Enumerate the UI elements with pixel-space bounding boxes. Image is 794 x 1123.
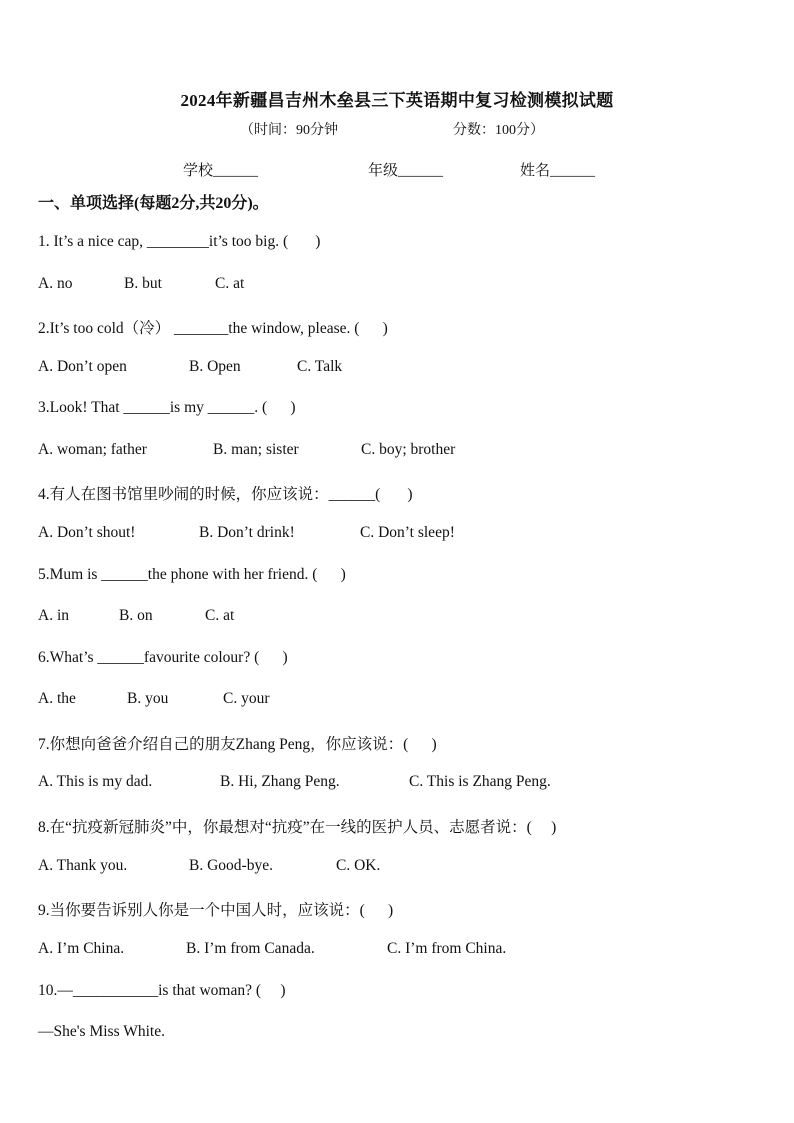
option-c: C. at — [215, 275, 245, 292]
question-options — [38, 857, 380, 875]
grade-field: 年级______ — [368, 163, 444, 179]
question-options — [38, 940, 506, 958]
question-options — [38, 275, 244, 293]
option-a: A. Thank you. — [38, 857, 128, 874]
question-stem: 6.What’s ______favourite colour? ( ) — [38, 649, 288, 666]
exam-score: 分数：100分） — [453, 123, 544, 138]
question-options — [38, 358, 342, 376]
option-c: C. Talk — [297, 358, 343, 375]
option-a: A. the — [38, 690, 76, 707]
question-options — [38, 773, 551, 791]
option-a: A. woman; father — [38, 441, 147, 458]
option-b: B. Open — [189, 358, 241, 375]
question-stem: 7.你想向爸爸介绍自己的朋友Zhang Peng，你应该说：( ) — [38, 736, 437, 753]
name-field: 姓名______ — [520, 163, 596, 179]
option-b: B. man; sister — [213, 441, 299, 458]
option-c: C. boy; brother — [361, 441, 456, 458]
option-b: B. you — [127, 690, 169, 707]
question-options — [38, 607, 234, 625]
exam-time: （时间：90分钟 — [240, 123, 338, 138]
option-b: B. I’m from Canada. — [186, 940, 315, 957]
option-a: A. no — [38, 275, 73, 292]
option-a: A. Don’t shout! — [38, 524, 136, 541]
option-a: A. in — [38, 607, 69, 624]
answer-line: —She's Miss White. — [38, 1023, 165, 1040]
question-stem: 5.Mum is ______the phone with her friend. ( ) — [38, 566, 346, 583]
option-a: A. Don’t open — [38, 358, 127, 375]
question-stem: 4.有人在图书馆里吵闹的时候，你应该说：______( ) — [38, 486, 413, 503]
question-stem: 9.当你要告诉别人你是一个中国人时，应该说：( ) — [38, 902, 394, 919]
option-b: B. Hi, Zhang Peng. — [220, 773, 340, 790]
question-options — [38, 690, 270, 708]
question-stem: 2.It’s too cold（冷） _______the window, please. ( ) — [38, 320, 388, 337]
option-c: C. OK. — [336, 857, 381, 874]
section-title: 一、单项选择(每题2分,共20分)。 — [38, 195, 269, 212]
option-b: B. Good-bye. — [189, 857, 273, 874]
exam-title: 2024年新疆昌吉州木垒县三下英语期中复习检测模拟试题 — [180, 91, 614, 110]
question-stem: 10.—___________is that woman? ( ) — [38, 982, 286, 999]
school-field: 学校______ — [183, 163, 259, 179]
question-stem: 8.在“抗疫新冠肺炎”中，你最想对“抗疫”在一线的医护人员、志愿者说：( ) — [38, 819, 557, 836]
question-stem: 3.Look! That ______is my ______. ( ) — [38, 399, 296, 416]
option-b: B. on — [119, 607, 153, 624]
question-options — [38, 441, 455, 459]
option-c: C. This is Zhang Peng. — [409, 773, 551, 790]
option-c: C. your — [223, 690, 270, 707]
option-c: C. at — [205, 607, 235, 624]
option-b: B. but — [124, 275, 162, 292]
option-c: C. I’m from China. — [387, 940, 507, 957]
option-a: A. This is my dad. — [38, 773, 153, 790]
option-a: A. I’m China. — [38, 940, 125, 957]
option-b: B. Don’t drink! — [199, 524, 295, 541]
option-c: C. Don’t sleep! — [360, 524, 455, 541]
question-options — [38, 524, 455, 542]
question-stem: 1. It’s a nice cap, ________it’s too big. ( ) — [38, 233, 321, 250]
